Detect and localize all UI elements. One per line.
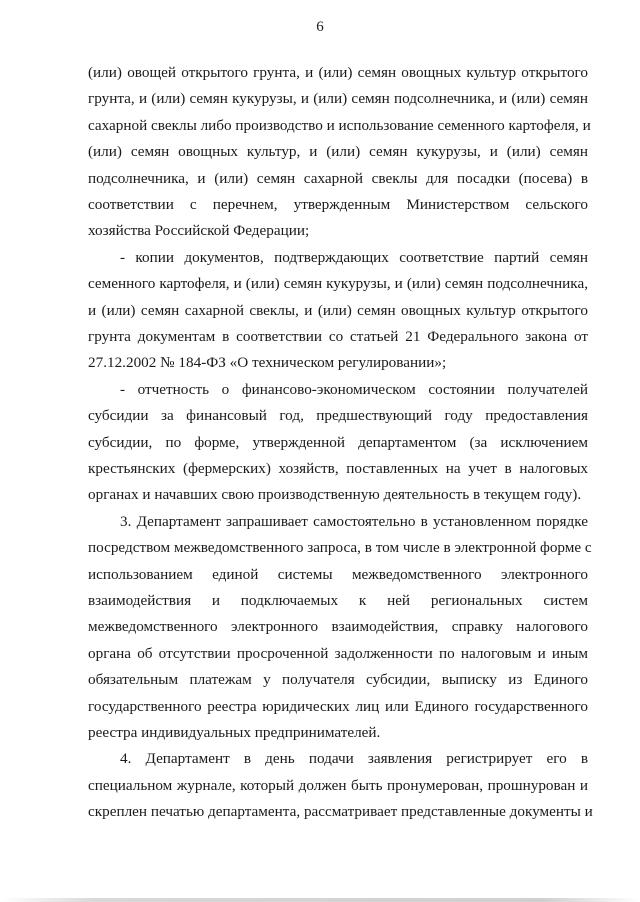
text-line: грунта, и (или) семян кукурузы, и (или) семян подсолнечника, и (или) семян: [88, 90, 588, 108]
text-line: хозяйства Российской Федерации;: [88, 222, 310, 240]
text-line: межведомственного электронного взаимодействия, справку налогового: [88, 618, 588, 636]
text-line: крестьянских (фермерских) хозяйств, поставленных на учет в налоговых: [88, 460, 588, 477]
page-number: 6: [316, 19, 324, 35]
text-line: 27.12.2002 № 184-ФЗ «О техническом регулировании»;: [88, 354, 447, 372]
text-line: скреплен печатью департамента, рассматривает представленные документы и: [88, 803, 593, 821]
text-line: обязательным платежам у получателя субсидии, выписку из Единого: [88, 671, 588, 689]
text-line: - отчетность о финансово-экономическом состоянии получателей: [120, 380, 588, 398]
text-line: посредством межведомственного запроса, в том числе в электронной форме с: [88, 539, 592, 557]
text-line: использованием единой системы межведомственного электронного: [88, 565, 588, 583]
text-line: семенного картофеля, и (или) семян кукурузы, и (или) семян подсолнечника,: [88, 275, 588, 293]
text-line: государственного реестра юридических лиц или Единого государственного: [88, 697, 588, 715]
text-line: 4. Департамент в день подачи заявления регистрирует его в: [120, 750, 588, 768]
text-line: взаимодействия и подключаемых к ней региональных систем: [88, 592, 588, 609]
text-line: реестра индивидуальных предпринимателей.: [88, 724, 381, 741]
text-line: соответствии с перечнем, утвержденным Министерством сельского: [88, 196, 588, 213]
text-line: органа об отсутствии просроченной задолженности по налоговым и иным: [88, 644, 588, 662]
text-line: грунта документам в соответствии со статьей 21 Федерального закона от: [88, 328, 588, 345]
text-line: сахарной свеклы либо производство и использование семенного картофеля, и: [88, 116, 591, 134]
text-line: 3. Департамент запрашивает самостоятельно в установленном порядке: [120, 512, 588, 530]
text-line: субсидии, по форме, утвержденной департаментом (за исключением: [88, 433, 588, 451]
text-line: субсидии за финансовый год, предшествующий году предоставления: [88, 407, 588, 425]
text-line: и (или) семян сахарной свеклы, и (или) семян овощных культур открытого: [88, 301, 588, 319]
text-line: - копии документов, подтверждающих соответствие партий семян: [120, 248, 588, 266]
text-line: подсолнечника, и (или) семян сахарной свеклы для посадки (посева) в: [88, 169, 588, 187]
text-line: (или) семян овощных культур, и (или) семян кукурузы, и (или) семян: [88, 143, 588, 161]
text-line: органах и начавших свою производственную деятельность в текущем году).: [88, 486, 582, 504]
text-line: специальном журнале, который должен быть пронумерован, прошнурован и: [88, 776, 588, 794]
scan-edge: [0, 898, 640, 902]
text-line: (или) овощей открытого грунта, и (или) семян овощных культур открытого: [88, 64, 588, 81]
